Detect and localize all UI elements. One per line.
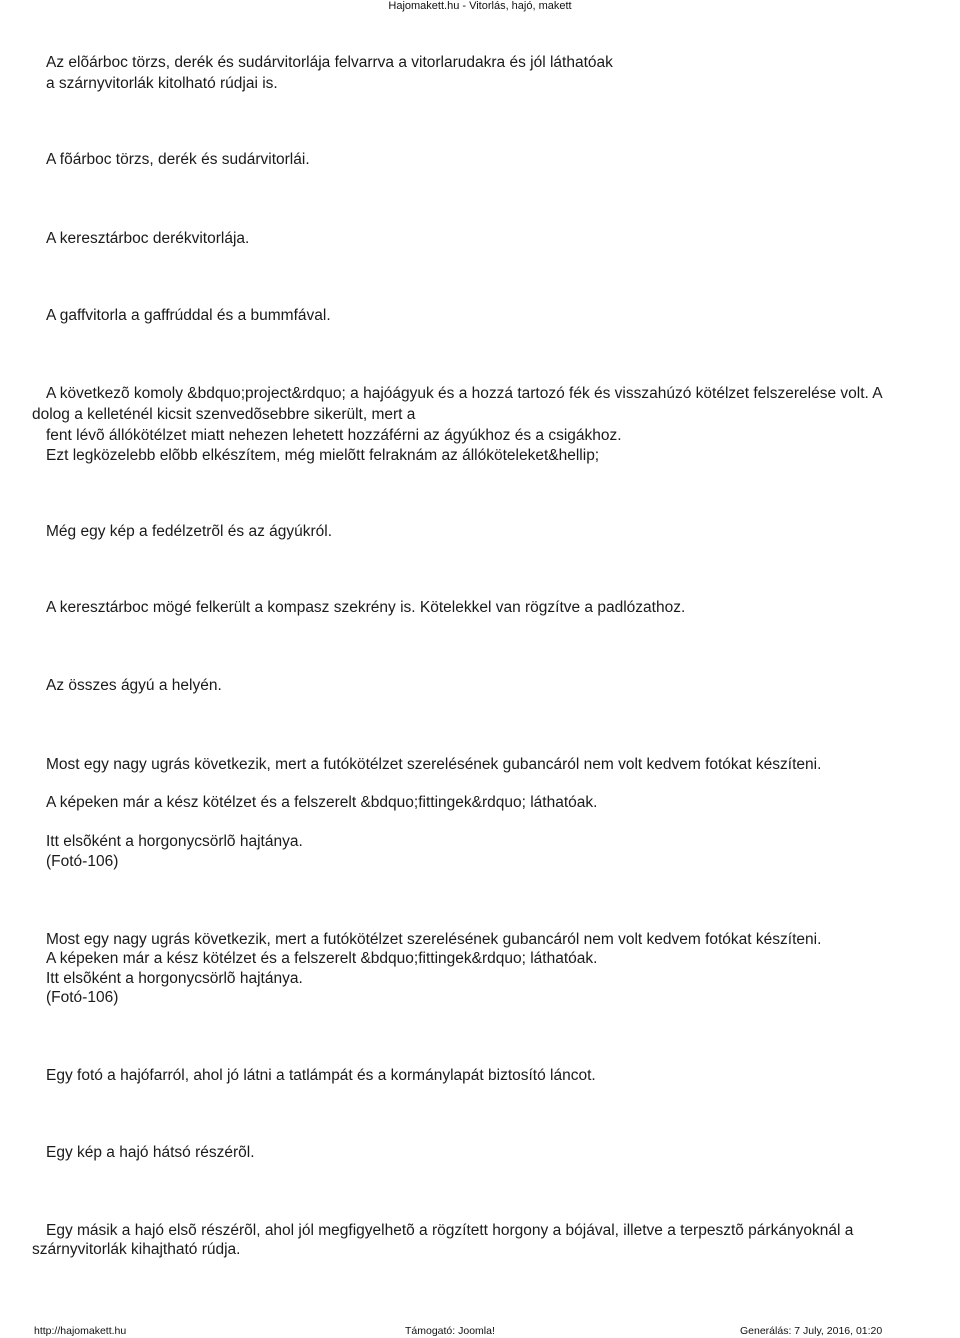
footer-generated-date: Generálás: 7 July, 2016, 01:20 bbox=[740, 1325, 883, 1337]
paragraph-line: Itt elsõként a horgonycsörlõ hajtánya. bbox=[46, 833, 303, 850]
paragraph-line: A következõ komoly &bdquo;project&rdquo; a hajóágyuk és a hozzá tartozó fék és visszahúzó kötélzet felszerelése volt. A bbox=[46, 385, 883, 402]
paragraph: A keresztárboc mögé felkerült a kompasz szekrény is. Kötelekkel van rögzítve a padlózathoz. bbox=[46, 599, 686, 616]
paragraph: Még egy kép a fedélzetrõl és az ágyúkról. bbox=[46, 523, 333, 540]
paragraph-line: Egy másik a hajó elsõ részérõl, ahol jól megfigyelhetõ a rögzített horgony a bójával, illetve a terpesztõ párkányoknál a bbox=[46, 1222, 854, 1239]
footer-url-link[interactable]: http://hajomakett.hu bbox=[34, 1325, 127, 1337]
paragraph-line: Az elõárboc törzs, derék és sudárvitorlája felvarrva a vitorlarudakra és jól láthatóak bbox=[46, 54, 613, 71]
paragraph-line: a szárnyvitorlák kitolható rúdjai is. bbox=[46, 75, 278, 92]
page-header-title: Hajomakett.hu - Vitorlás, hajó, makett bbox=[388, 0, 572, 12]
paragraph-line: A képeken már a kész kötélzet és a felszerelt &bdquo;fittingek&rdquo; láthatóak. bbox=[46, 794, 598, 811]
paragraph: Egy fotó a hajófarról, ahol jó látni a tatlámpát és a kormánylapát biztosító láncot. bbox=[46, 1067, 596, 1084]
paragraph-line: Ezt legközelebb elõbb elkészítem, még mielõtt felraknám az állóköteleket&hellip; bbox=[46, 447, 600, 464]
paragraph-line: (Fotó-106) bbox=[46, 853, 119, 870]
paragraph-line: Most egy nagy ugrás következik, mert a futókötélzet szerelésének gubancáról nem volt kedvem fotókat készíteni. bbox=[46, 931, 822, 948]
paragraph-line: (Fotó-106) bbox=[46, 989, 119, 1006]
footer-supporter: Támogató: Joomla! bbox=[405, 1325, 495, 1337]
paragraph-line: fent lévõ állókötélzet miatt nehezen lehetett hozzáférni az ágyúkhoz és a csigákhoz. bbox=[46, 427, 622, 444]
paragraph: A keresztárboc derékvitorlája. bbox=[46, 230, 250, 247]
paragraph-line: A képeken már a kész kötélzet és a felszerelt &bdquo;fittingek&rdquo; láthatóak. bbox=[46, 950, 598, 967]
paragraph-line: Most egy nagy ugrás következik, mert a futókötélzet szerelésének gubancáról nem volt kedvem fotókat készíteni. bbox=[46, 756, 822, 773]
paragraph: Az összes ágyú a helyén. bbox=[46, 677, 222, 694]
paragraph-line: Itt elsõként a horgonycsörlõ hajtánya. bbox=[46, 970, 303, 987]
paragraph-line: szárnyvitorlák kihajtható rúdja. bbox=[32, 1241, 241, 1258]
paragraph: A fõárboc törzs, derék és sudárvitorlái. bbox=[46, 151, 310, 168]
paragraph-line: dolog a kelleténél kicsit szenvedõsebbre sikerült, mert a bbox=[32, 406, 416, 423]
paragraph: Egy kép a hajó hátsó részérõl. bbox=[46, 1144, 255, 1161]
paragraph: A gaffvitorla a gaffrúddal és a bummfával. bbox=[46, 307, 331, 324]
